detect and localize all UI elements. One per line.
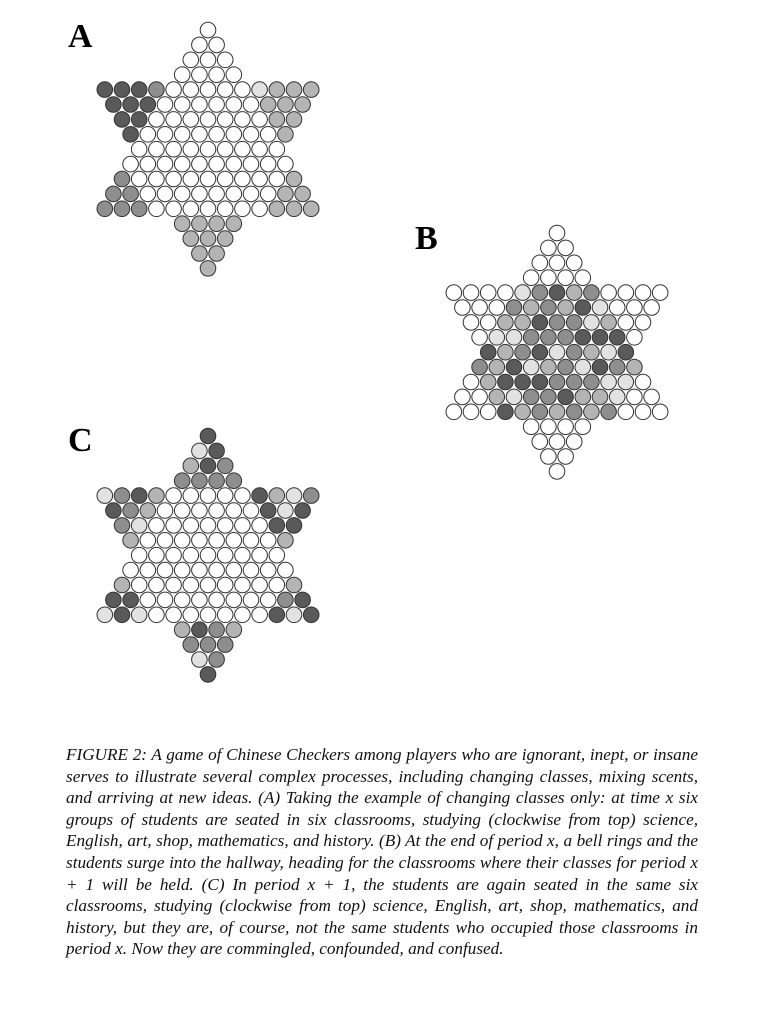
board-c-hole	[209, 622, 225, 638]
figure-caption: FIGURE 2: A game of Chinese Checkers among players who are ignorant, inept, or insane serves to illustrate several complex processes, including changing classes, mixing scents, and arriving at new ideas. (A) Taking the example of changing classes only: at time x six groups of students are seated in six classrooms, studying (clockwise from top) science, English, art, shop, mathematics, and history. (B) At the end of period x, a bell rings and the students surge into the hallway, heading for the classrooms where their classes for period x + 1 will be held. (C) In period x + 1, the students are again seated in the same six classrooms, studying (clockwise from top) science, English, art, shop, mathematics, and history, but they are, of course, not the same students who occupied those classrooms in period x. Now they are commingled, confounded, and confused.	[66, 745, 698, 959]
board-c-hole	[200, 547, 216, 563]
board-c-hole	[200, 577, 216, 593]
board-c-hole	[252, 577, 268, 593]
board-c-hole	[157, 592, 173, 608]
board-c-hole	[217, 547, 233, 563]
board-c-hole	[217, 488, 233, 504]
board-c-hole	[140, 562, 156, 578]
board-c-hole	[269, 518, 285, 534]
board-c-hole	[200, 518, 216, 534]
board-c-hole	[131, 518, 147, 534]
board-c-hole	[174, 622, 190, 638]
board-c-hole	[226, 592, 242, 608]
board-c-hole	[243, 592, 259, 608]
board-c-hole	[209, 652, 225, 668]
board-c-hole	[106, 592, 122, 608]
board-c-hole	[295, 503, 311, 519]
board-c-hole	[131, 488, 147, 504]
board-c-hole	[235, 577, 251, 593]
board-c-hole	[183, 547, 199, 563]
panel-label-c: C	[68, 422, 93, 459]
board-c-hole	[243, 503, 259, 519]
board-c-hole	[140, 533, 156, 549]
panel-label-b: B	[415, 220, 438, 257]
board-c-hole	[235, 488, 251, 504]
board-c-hole	[131, 607, 147, 623]
board-c-hole	[269, 577, 285, 593]
board-c-hole	[217, 518, 233, 534]
board-c-hole	[278, 562, 294, 578]
board-c-hole	[226, 473, 242, 489]
board-c-hole	[123, 503, 139, 519]
board-c-hole	[252, 488, 268, 504]
board-c-hole	[209, 533, 225, 549]
board-c-hole	[183, 577, 199, 593]
board-c-hole	[174, 533, 190, 549]
board-c-hole	[114, 518, 130, 534]
board-c-hole	[209, 592, 225, 608]
board-c-hole	[269, 488, 285, 504]
board-c-hole	[243, 562, 259, 578]
board-c-hole	[192, 443, 208, 459]
panel-label-a: A	[68, 18, 93, 55]
board-c-hole	[260, 562, 276, 578]
board-c-hole	[192, 533, 208, 549]
board-c-hole	[192, 562, 208, 578]
board-c-hole	[192, 622, 208, 638]
board-c-hole	[123, 562, 139, 578]
board-c-hole	[140, 503, 156, 519]
board-c-hole	[209, 503, 225, 519]
board-c-hole	[192, 652, 208, 668]
board-c-hole	[97, 607, 113, 623]
board-c-hole	[149, 547, 165, 563]
board-c-hole	[278, 503, 294, 519]
board-c-hole	[157, 562, 173, 578]
board-c-hole	[200, 428, 216, 444]
board-c-hole	[243, 533, 259, 549]
board-c-hole	[183, 637, 199, 653]
board-c-hole	[278, 592, 294, 608]
board-c-hole	[303, 607, 319, 623]
board-c-hole	[166, 607, 182, 623]
board-c-hole	[269, 607, 285, 623]
board-c-hole	[97, 488, 113, 504]
board-c-hole	[174, 592, 190, 608]
board-c-hole	[226, 503, 242, 519]
board-c-hole	[114, 488, 130, 504]
board-c-hole	[183, 458, 199, 474]
board-c-hole	[286, 607, 302, 623]
board-c-hole	[217, 637, 233, 653]
board-c-hole	[174, 562, 190, 578]
board-c-hole	[166, 518, 182, 534]
board-c-hole	[123, 533, 139, 549]
board-c-hole	[106, 503, 122, 519]
board-c-hole	[269, 547, 285, 563]
board-c-hole	[226, 562, 242, 578]
board-c-hole	[295, 592, 311, 608]
board-c-hole	[183, 488, 199, 504]
board-c-hole	[286, 488, 302, 504]
board-c-hole	[226, 622, 242, 638]
board-c-hole	[174, 473, 190, 489]
board-c-hole	[157, 503, 173, 519]
board-c-hole	[217, 577, 233, 593]
board-c-hole	[114, 607, 130, 623]
board-c-hole	[131, 577, 147, 593]
board-c-hole	[235, 518, 251, 534]
board-c-hole	[192, 592, 208, 608]
board-c-hole	[149, 577, 165, 593]
board-c-hole	[149, 518, 165, 534]
board-c-hole	[209, 443, 225, 459]
board-c-hole	[200, 458, 216, 474]
board-c-hole	[200, 637, 216, 653]
board-c-hole	[209, 473, 225, 489]
board-c-hole	[260, 592, 276, 608]
board-c-hole	[200, 667, 216, 683]
board-c-hole	[260, 503, 276, 519]
board-c-hole	[252, 607, 268, 623]
board-c-hole	[183, 607, 199, 623]
board-c-hole	[200, 607, 216, 623]
board-c-hole	[252, 547, 268, 563]
board-c-hole	[174, 503, 190, 519]
board-c-hole	[140, 592, 156, 608]
board-c-hole	[200, 488, 216, 504]
board-c-hole	[149, 607, 165, 623]
board-c-hole	[286, 518, 302, 534]
board-c-hole	[114, 577, 130, 593]
board-c-hole	[217, 458, 233, 474]
board-c-hole	[166, 577, 182, 593]
board-c-hole	[131, 547, 147, 563]
board-c-hole	[260, 533, 276, 549]
board-c-hole	[226, 533, 242, 549]
board-c-hole	[252, 518, 268, 534]
board-c-hole	[286, 577, 302, 593]
board-c-hole	[149, 488, 165, 504]
board-c-hole	[235, 547, 251, 563]
board-c-hole	[235, 607, 251, 623]
board-c-hole	[166, 488, 182, 504]
board-c-hole	[183, 518, 199, 534]
board-c-hole	[123, 592, 139, 608]
board-c-hole	[192, 503, 208, 519]
board-c-hole	[209, 562, 225, 578]
board-c-hole	[157, 533, 173, 549]
board-c-hole	[303, 488, 319, 504]
board-c-hole	[217, 607, 233, 623]
board-c-hole	[166, 547, 182, 563]
board-c-hole	[192, 473, 208, 489]
board-c-hole	[278, 533, 294, 549]
